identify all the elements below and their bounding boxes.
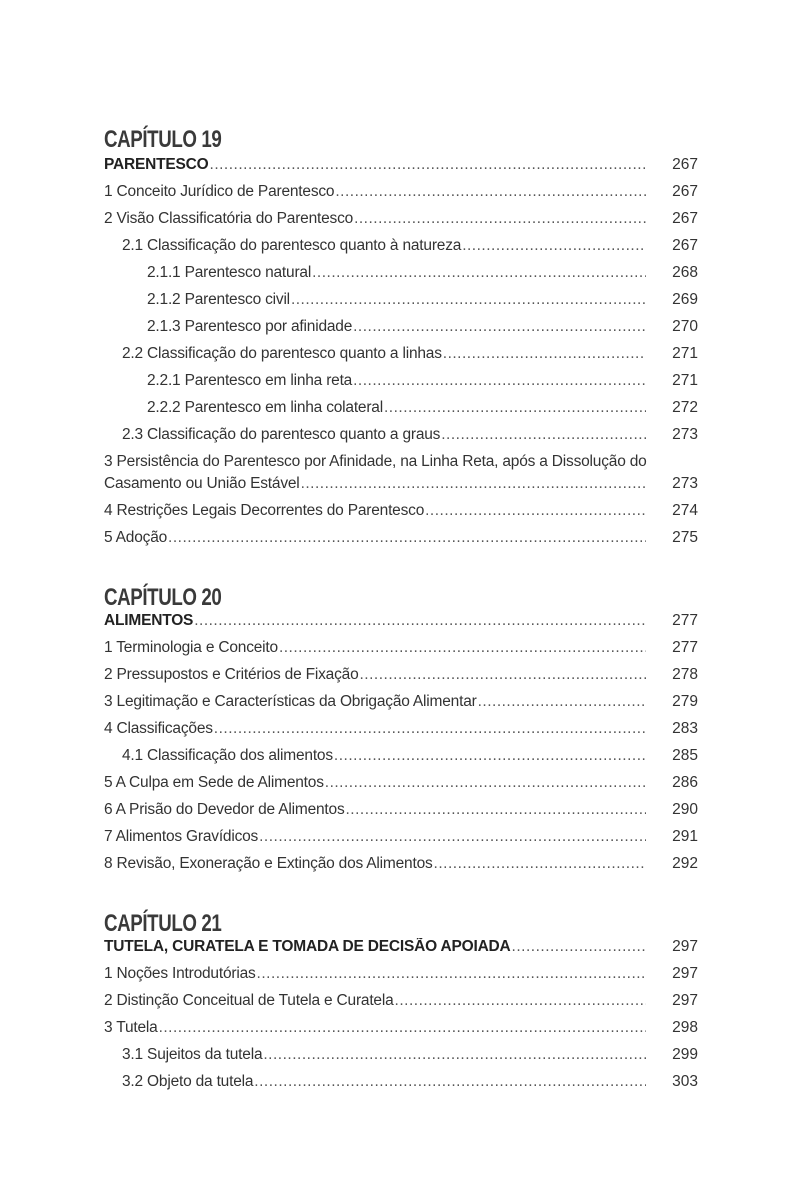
entry-text: 2.2 Classificação do parentesco quanto a linhas xyxy=(122,345,442,362)
entry-text: 2 Distinção Conceitual de Tutela e Curatela xyxy=(104,992,394,1009)
entry-text: 1 Noções Introdutórias xyxy=(104,965,256,982)
page-number: 285 xyxy=(672,747,698,764)
toc-entry[interactable] xyxy=(104,399,698,426)
entry-text: 2.1.2 Parentesco civil xyxy=(147,291,290,308)
entry-text: TUTELA, CURATELA E TOMADA DE DECISÃO APOIADA xyxy=(104,938,511,955)
leader-dots xyxy=(346,801,647,819)
entry-text: ALIMENTOS xyxy=(104,612,194,629)
leader-dots xyxy=(325,774,646,792)
leader-dots xyxy=(462,237,646,255)
toc-entry[interactable] xyxy=(104,693,698,720)
entry-text: 4 Restrições Legais Decorrentes do Parentesco xyxy=(104,502,425,519)
entry-text: 2.1.3 Parentesco por afinidade xyxy=(147,318,353,335)
leader-dots xyxy=(257,965,646,983)
entry-text: 3 Tutela xyxy=(104,1019,158,1036)
leader-dots xyxy=(512,938,646,956)
toc-entry[interactable] xyxy=(104,453,698,501)
entry-text: 7 Alimentos Gravídicos xyxy=(104,828,259,845)
toc-entry[interactable] xyxy=(104,183,698,210)
toc-entry[interactable] xyxy=(104,1019,698,1046)
page-number: 273 xyxy=(672,426,698,443)
page-number: 269 xyxy=(672,291,698,308)
entry-text: 5 Adoção xyxy=(104,529,168,546)
toc-entry[interactable] xyxy=(104,291,698,318)
toc-entry[interactable] xyxy=(104,747,698,774)
leader-dots xyxy=(395,992,646,1010)
leader-dots xyxy=(259,828,646,846)
page-number: 291 xyxy=(672,828,698,845)
chapter-heading-entry[interactable] xyxy=(104,156,698,183)
entry-text: 1 Terminologia e Conceito xyxy=(104,639,278,656)
toc-entry[interactable] xyxy=(104,828,698,855)
leader-dots xyxy=(194,612,646,630)
leader-dots xyxy=(354,210,646,228)
leader-dots xyxy=(312,264,646,282)
entry-text: 4.1 Classificação dos alimentos xyxy=(122,747,333,764)
leader-dots xyxy=(478,693,646,711)
entry-text: PARENTESCO xyxy=(104,156,209,173)
page-number: 267 xyxy=(672,237,698,254)
page-number: 278 xyxy=(672,666,698,683)
chapter-heading-entry[interactable] xyxy=(104,938,698,965)
toc-entry[interactable] xyxy=(104,1046,698,1073)
chapter-title: CAPÍTULO 21 xyxy=(104,910,222,937)
toc-entry[interactable] xyxy=(104,639,698,666)
leader-dots xyxy=(291,291,646,309)
toc-entry[interactable] xyxy=(104,237,698,264)
leader-dots xyxy=(335,183,646,201)
leader-dots xyxy=(353,318,646,336)
leader-dots xyxy=(301,475,646,493)
entry-text: 6 A Prisão do Devedor de Alimentos xyxy=(104,801,345,818)
entry-text: 5 A Culpa em Sede de Alimentos xyxy=(104,774,324,791)
page-number: 279 xyxy=(672,693,698,710)
entry-text-line1: 3 Persistência do Parentesco por Afinidade, na Linha Reta, após a Dissolução do xyxy=(104,453,647,470)
page-number: 283 xyxy=(672,720,698,737)
page-number: 292 xyxy=(672,855,698,872)
leader-dots xyxy=(159,1019,646,1037)
toc-entry[interactable] xyxy=(104,210,698,237)
entry-text: 2 Visão Classificatória do Parentesco xyxy=(104,210,354,227)
toc-entry[interactable] xyxy=(104,720,698,747)
page-number: 275 xyxy=(672,529,698,546)
leader-dots xyxy=(434,855,646,873)
toc-entry[interactable] xyxy=(104,992,698,1019)
leader-dots xyxy=(279,639,646,657)
toc-entry[interactable] xyxy=(104,529,698,556)
leader-dots xyxy=(168,529,646,547)
entry-text: 2.2.2 Parentesco em linha colateral xyxy=(147,399,383,416)
page-number: 274 xyxy=(672,502,698,519)
entry-text: 2 Pressupostos e Critérios de Fixação xyxy=(104,666,359,683)
page-number: 277 xyxy=(672,612,698,629)
toc-entry[interactable] xyxy=(104,855,698,882)
page-number: 299 xyxy=(672,1046,698,1063)
entry-text: 2.2.1 Parentesco em linha reta xyxy=(147,372,353,389)
entry-text-line2: Casamento ou União Estável xyxy=(104,475,300,492)
entry-text: 3.2 Objeto da tutela xyxy=(122,1073,254,1090)
toc-entry[interactable] xyxy=(104,502,698,529)
page-number: 271 xyxy=(672,345,698,362)
entry-text: 3 Legitimação e Características da Obrigação Alimentar xyxy=(104,693,477,710)
toc-entry[interactable] xyxy=(104,801,698,828)
leader-dots xyxy=(353,372,646,390)
leader-dots xyxy=(263,1046,646,1064)
toc-entry[interactable] xyxy=(104,774,698,801)
page-number: 267 xyxy=(672,183,698,200)
toc-entry[interactable] xyxy=(104,965,698,992)
page-number: 272 xyxy=(672,399,698,416)
leader-dots xyxy=(441,426,646,444)
page-number: 271 xyxy=(672,372,698,389)
leader-dots xyxy=(254,1073,646,1091)
page-number: 277 xyxy=(672,639,698,656)
toc-entry[interactable] xyxy=(104,1073,698,1100)
leader-dots xyxy=(360,666,647,684)
leader-dots xyxy=(384,399,646,417)
entry-text: 1 Conceito Jurídico de Parentesco xyxy=(104,183,335,200)
entry-text: 4 Classificações xyxy=(104,720,213,737)
leader-dots xyxy=(334,747,646,765)
entry-text: 2.1 Classificação do parentesco quanto à natureza xyxy=(122,237,462,254)
page-number: 297 xyxy=(672,992,698,1009)
page-number: 303 xyxy=(672,1073,698,1090)
toc-entry[interactable] xyxy=(104,264,698,291)
page-number: 286 xyxy=(672,774,698,791)
entry-text: 8 Revisão, Exoneração e Extinção dos Alimentos xyxy=(104,855,433,872)
entry-text: 2.1.1 Parentesco natural xyxy=(147,264,312,281)
page-number: 267 xyxy=(672,156,698,173)
chapter-title: CAPÍTULO 19 xyxy=(104,126,222,153)
page-number: 268 xyxy=(672,264,698,281)
chapter-heading-entry[interactable] xyxy=(104,612,698,639)
page-number: 297 xyxy=(672,938,698,955)
toc-entry[interactable] xyxy=(104,318,698,345)
page-number: 267 xyxy=(672,210,698,227)
leader-dots xyxy=(214,720,646,738)
toc-entry[interactable] xyxy=(104,666,698,693)
entry-text: 2.3 Classificação do parentesco quanto a graus xyxy=(122,426,441,443)
chapter-title: CAPÍTULO 20 xyxy=(104,584,222,611)
page-number: 297 xyxy=(672,965,698,982)
page-number: 270 xyxy=(672,318,698,335)
entry-text: 3.1 Sujeitos da tutela xyxy=(122,1046,263,1063)
leader-dots xyxy=(425,502,646,520)
page-number: 273 xyxy=(672,475,698,492)
leader-dots xyxy=(443,345,646,363)
page-number: 290 xyxy=(672,801,698,818)
leader-dots xyxy=(210,156,646,174)
toc-entry[interactable] xyxy=(104,372,698,399)
toc-entry[interactable] xyxy=(104,426,698,453)
toc-entry[interactable] xyxy=(104,345,698,372)
page-number: 298 xyxy=(672,1019,698,1036)
